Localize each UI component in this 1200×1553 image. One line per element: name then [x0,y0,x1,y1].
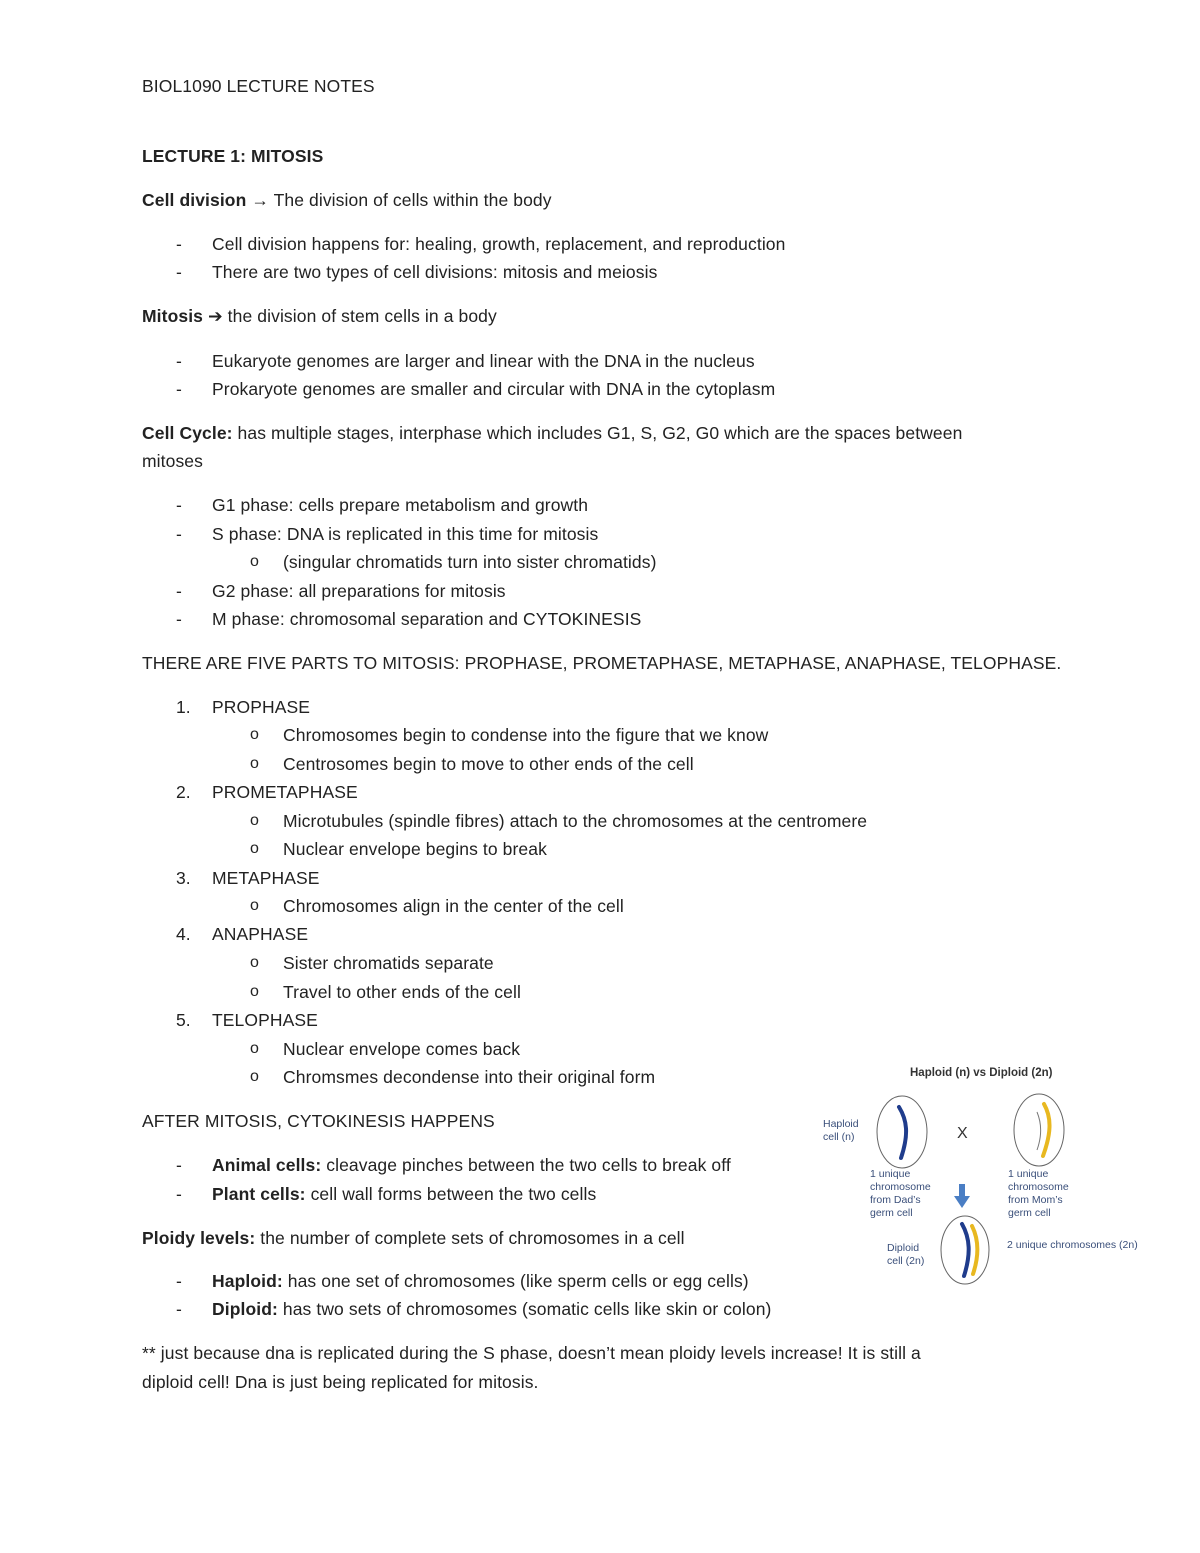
haploid-term: Haploid: [212,1271,283,1291]
unique-chromosomes-label: 2 unique chromosomes (2n) [1007,1239,1138,1251]
diploid-term: Diploid: [212,1299,278,1319]
list-item: Eukaryote genomes are larger and linear with the DNA in the nucleus [212,351,755,371]
sub-list-item: Travel to other ends of the cell [283,982,521,1002]
haploid-text: has one set of chromosomes (like sperm cells or egg cells) [282,1271,749,1291]
mom-chromosome-label: chromosome [1008,1181,1069,1193]
mom-chromosome [1043,1104,1050,1156]
circle-bullet: o [250,1040,259,1057]
haploid-cell-label: Haploid [823,1118,859,1130]
phase-name: PROPHASE [212,697,311,717]
dash-bullet: - [176,1299,182,1319]
sub-list-item: Chromosomes begin to condense into the figure that we know [283,725,769,745]
dash-bullet: - [176,1184,182,1204]
dash-bullet: - [176,351,182,371]
animal-cells-text: cleavage pinches between the two cells to break off [321,1155,731,1175]
circle-bullet: o [250,726,259,743]
mom-chromosome-label: from Mom’s [1008,1194,1063,1206]
circle-bullet: o [250,983,259,1000]
haploid-cell-label: cell (n) [823,1131,855,1143]
phase-number: 3. [176,868,191,888]
dash-bullet: - [176,1155,182,1175]
cell-cycle-definition [142,422,962,444]
mitosis-term: Mitosis [142,306,208,326]
dash-bullet: - [176,379,182,399]
mom-chromosome-label: germ cell [1008,1207,1051,1219]
cell-cycle-term: Cell Cycle: [142,423,233,443]
mom-chromosome-label: 1 unique [1008,1168,1049,1180]
circle-bullet: o [250,840,259,857]
list-item: M phase: chromosomal separation and CYTOKINESIS [212,609,642,629]
dash-bullet: - [176,234,182,254]
dad-chromosome-label: 1 unique [870,1168,911,1180]
sub-list-item: Sister chromatids separate [283,953,494,973]
list-item: S phase: DNA is replicated in this time for mitosis [212,524,599,544]
cell-division-definition [142,189,552,211]
sub-list-item: Chromosomes align in the center of the cell [283,896,624,916]
dash-bullet: - [176,581,182,601]
circle-bullet: o [250,812,259,829]
sub-list-item: Centrosomes begin to move to other ends of the cell [283,754,694,774]
circle-bullet: o [250,897,259,914]
sub-list-item: Nuclear envelope begins to break [283,839,547,859]
circle-bullet: o [250,553,259,570]
five-parts-heading: THERE ARE FIVE PARTS TO MITOSIS: PROPHASE, PROMETAPHASE, METAPHASE, ANAPHASE, TELOPHASE. [142,653,1062,673]
document-header: BIOL1090 LECTURE NOTES [142,76,375,96]
circle-bullet: o [250,954,259,971]
circle-bullet: o [250,755,259,772]
arrow-icon: ➔ [207,306,223,326]
mom-cell-outline [1014,1094,1064,1166]
dad-chromosome-label: chromosome [870,1181,931,1193]
diploid-mom-chromosome [972,1226,977,1274]
cytokinesis-heading: AFTER MITOSIS, CYTOKINESIS HAPPENS [142,1111,495,1131]
dash-bullet: - [176,495,182,515]
note-line: diploid cell! Dna is just being replicated for mitosis. [142,1372,539,1392]
cell-cycle-text: has multiple stages, interphase which includes G1, S, G2, G0 which are the spaces between [232,423,963,443]
sub-list-item: Microtubules (spindle fibres) attach to the chromosomes at the centromere [283,811,868,831]
list-item: G1 phase: cells prepare metabolism and growth [212,495,589,515]
dad-chromosome [899,1107,906,1158]
plant-cells-text: cell wall forms between the two cells [305,1184,597,1204]
mitosis-definition [142,305,497,327]
list-item: Cell division happens for: healing, growth, replacement, and reproduction [212,234,786,254]
list-item: Prokaryote genomes are smaller and circular with DNA in the cytoplasm [212,379,776,399]
mom-chromosome-shadow [1037,1112,1041,1150]
list-item: There are two types of cell divisions: mitosis and meiosis [212,262,658,282]
ploidy-text: the number of complete sets of chromosomes in a cell [255,1228,685,1248]
figure-title: Haploid (n) vs Diploid (2n) [910,1067,1053,1079]
phase-name: METAPHASE [212,868,320,888]
phase-name: PROMETAPHASE [212,782,358,802]
plant-cells-term: Plant cells: [212,1184,306,1204]
cross-symbol: X [957,1125,968,1142]
phase-number: 5. [176,1010,191,1030]
diploid-cell-label: cell (2n) [887,1255,925,1267]
cell-cycle-text-continued: mitoses [142,451,203,471]
list-item [212,1270,749,1292]
cell-division-text: The division of cells within the body [268,190,552,210]
down-arrow-icon [954,1196,970,1208]
dad-chromosome-label: germ cell [870,1207,913,1219]
list-item: G2 phase: all preparations for mitosis [212,581,506,601]
list-item [212,1183,596,1205]
dash-bullet: - [176,1271,182,1291]
sub-list-item: (singular chromatids turn into sister chromatids) [283,552,657,572]
down-arrow-shaft [959,1184,965,1198]
note-line: ** just because dna is replicated during the S phase, doesn’t mean ploidy levels increase! It is still a [142,1343,921,1363]
circle-bullet: o [250,1068,259,1085]
phase-name: ANAPHASE [212,924,309,944]
figure-graphic [815,1062,1165,1292]
dash-bullet: - [176,262,182,282]
dash-bullet: - [176,609,182,629]
diploid-text: has two sets of chromosomes (somatic cells like skin or colon) [277,1299,772,1319]
diploid-dad-chromosome [962,1224,969,1276]
phase-name: TELOPHASE [212,1010,318,1030]
diploid-cell-label: Diploid [887,1242,920,1254]
dad-chromosome-label: from Dad’s [870,1194,921,1206]
sub-list-item: Nuclear envelope comes back [283,1039,521,1059]
animal-cells-term: Animal cells: [212,1155,322,1175]
sub-list-item: Chromsmes decondense into their original form [283,1067,656,1087]
list-item [212,1154,731,1176]
haploid-diploid-figure [815,1062,1165,1292]
phase-number: 4. [176,924,191,944]
phase-number: 2. [176,782,191,802]
dash-bullet: - [176,524,182,544]
mitosis-text: the division of stem cells in a body [222,306,497,326]
ploidy-term: Ploidy levels: [142,1228,256,1248]
phase-number: 1. [176,697,191,717]
list-item [212,1298,771,1320]
cell-division-term: Cell division [142,190,252,210]
arrow-icon: → [251,190,269,210]
lecture-title: LECTURE 1: MITOSIS [142,146,324,166]
ploidy-definition [142,1227,685,1249]
